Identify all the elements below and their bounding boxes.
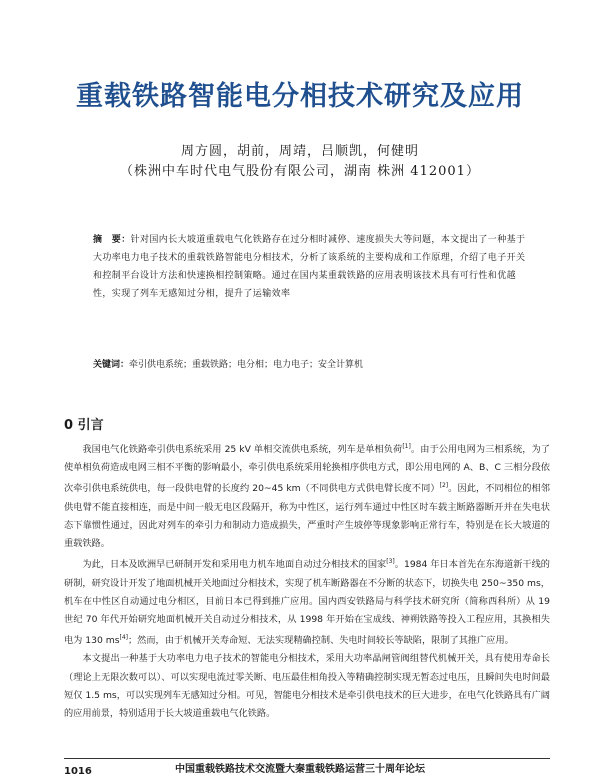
paragraph-text: 我国电气化铁路牵引供电系统采用 25 kV 单相交流供电系统，列车是单相负荷 — [82, 444, 403, 456]
footer-title: 中国重载铁路技术交流暨大秦重载铁路运营三十周年论坛 — [175, 764, 425, 775]
paper-title: 重载铁路智能电分相技术研究及应用 — [76, 81, 524, 112]
author-list: 周方圆，胡前，周靖，吕顺凯，何健明 — [180, 144, 419, 159]
body-text — [64, 438, 550, 723]
affiliation: （株洲中车时代电气股份有限公司，湖南 株洲 412001） — [120, 164, 480, 179]
keywords-label: 关键词： — [93, 360, 130, 370]
paragraph — [64, 553, 550, 650]
abstract-label: 摘 要： — [93, 235, 131, 245]
footer-divider — [64, 758, 550, 759]
paragraph: 本文提出一种基于大功率电力电子技术的智能电分相技术，采用大功率晶闸管阀组替代机械开关，具有使用寿命长（理论上无限次数可以）、可以实现电流过零关断、电压最佳相角投入等精确控制实现无暂态过电压，且瞬间失电时间最短仅 1.5 ms，可以实现列车无感知过分相。可见，智能电分相技术是牵引供电技术的巨大进步，在电气化铁路具有广阔的应用前景，特别适用于长大坡道重载电气化铁路。 — [64, 653, 550, 720]
citation: [3] — [386, 558, 395, 566]
paragraph-text: ；然而，由于机械开关寿命短、无法实现精确控制、失电时间较长等缺陷，限制了其推广应用。 — [128, 635, 514, 647]
section-heading: 0 引言 — [64, 418, 104, 433]
abstract — [93, 231, 533, 303]
page-number: 1016 — [64, 766, 92, 777]
citation: [1] — [402, 443, 411, 450]
paragraph-text: 。因此，不同相位的相邻供电臂不能直接相连，而是中间一般无电区段隔开，称为中性区，运行列车通过中性区时车载主断路器断开并在失电状态下靠惯性通过，因此对列车的牵引力和制动力造成损失，严重时产生坡停等现象影响正常行车，特别是在长大坡道的重载铁路。 — [64, 483, 550, 550]
paragraph-text: 为此，日本及欧洲早已研制开发和采用电力机车地面自动过分相技术的国家 — [82, 559, 387, 571]
keywords-text: 牵引供电系统；重载铁路；电分相；电力电子；安全计算机 — [129, 360, 364, 370]
paragraph — [64, 438, 550, 553]
citation: [4] — [119, 634, 128, 642]
paragraph-text: 。由于公用电网为三相系统，为了使单相负荷造成电网三相不平衡的影响最小，牵引供电系统采用轮换相序供电方式，即公用电网的 A、B、C 三相分段依次牵引供电系统供电，每一段供电臂的长度约 20~45 km（不同供电方式供电臂长度不同） — [64, 444, 550, 495]
abstract-text: 针对国内长大坡道重载电气化铁路存在过分相时减停、速度损失大等问题，本文提出了一种基于大功率电力电子技术的重载铁路智能电分相技术，分析了该系统的主要构成和工作原理，介绍了电子开关和控制平台设计方法和快速换相控制策略。通过在国内某重载铁路的应用表明该技术具有可行性和优越性，实现了列车无感知过分相，提升了运输效率 — [93, 235, 526, 299]
paragraph-text: 。1984 年日本首先在东海道新干线的研制，研究设计开发了地面机械开关地面过分相技术，实现了机车断路器在不分断的状态下，切换失电 250~350 ms，机车在中性区自动通过电分相区，目前日本已得到推广应用。国内西安铁路局与科学技术研究所（简称西科所）从 19 世纪 70 年代开始研究地面机械开关自动过分相技术，从 1998 年开始在宝成线、神朔铁路等投入工程应用，其换相失电为 130 ms — [64, 559, 550, 647]
keywords — [93, 357, 533, 373]
citation: [2] — [439, 482, 449, 490]
